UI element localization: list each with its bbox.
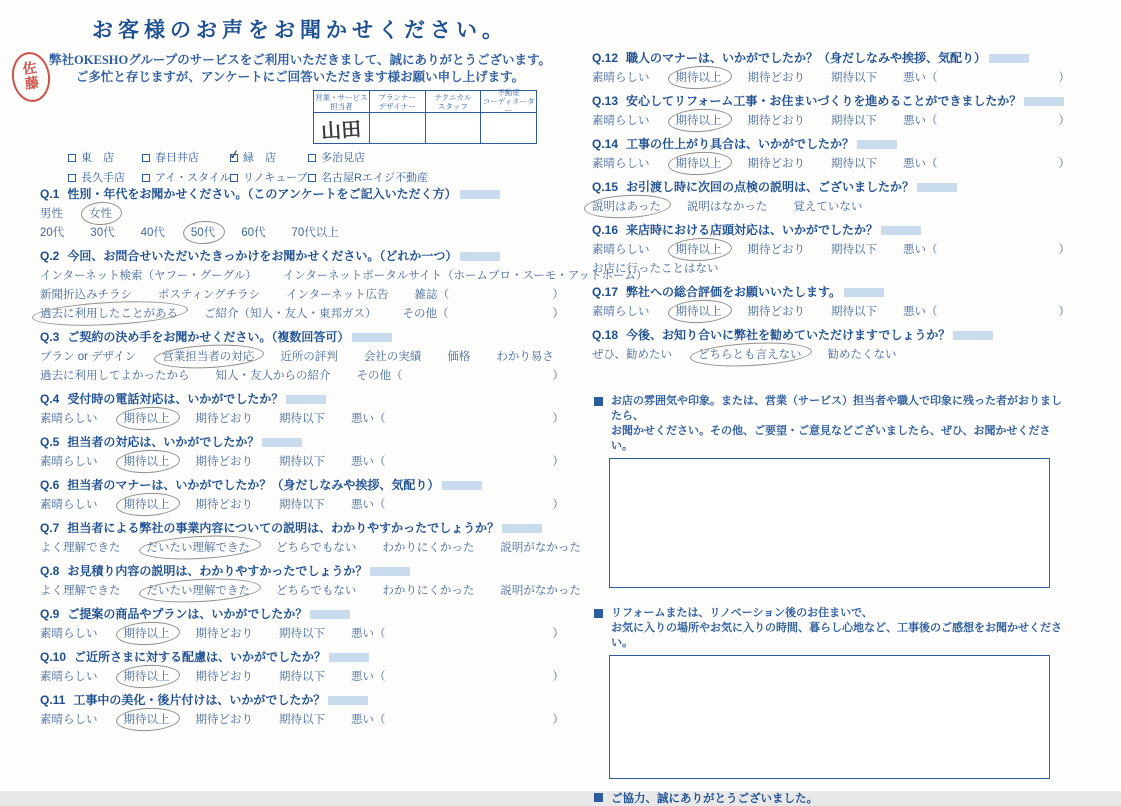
highlight-bar <box>442 481 482 490</box>
staff-column-header <box>314 91 369 113</box>
option-row <box>592 199 1070 216</box>
highlight-bar <box>953 331 993 340</box>
survey-option[interactable]: 期待どおり <box>747 244 805 256</box>
question-text: 性別・年代をお聞かせください。（このアンケートをご記入いただく方） <box>67 187 457 201</box>
survey-option[interactable]: ） <box>1058 306 1070 318</box>
survey-option[interactable]: 30代 <box>90 227 115 239</box>
survey-option[interactable]: ） <box>552 714 564 726</box>
option-row <box>40 497 564 514</box>
survey-option[interactable]: 期待どおり <box>195 671 253 683</box>
highlight-bar <box>310 610 350 619</box>
survey-option[interactable]: 価格 <box>447 351 471 363</box>
survey-option[interactable]: 悪い（ <box>903 306 938 318</box>
option-row <box>40 712 564 729</box>
staff-table-column <box>426 91 482 143</box>
store-label: 緑 店 <box>243 152 276 164</box>
question-text: 受付時の電話対応は、いかがでしたか？ <box>67 392 284 406</box>
survey-option[interactable]: ） <box>1058 244 1070 256</box>
square-bullet-icon <box>594 793 603 802</box>
comment-label <box>592 606 1070 651</box>
survey-option[interactable]: どちらでもない <box>276 585 357 597</box>
question-block-q-17 <box>592 284 1070 321</box>
survey-option[interactable]: 素晴らしい <box>40 499 98 511</box>
survey-option[interactable]: 悪い（ <box>903 158 938 170</box>
question-header <box>40 692 564 709</box>
survey-option[interactable]: 説明はなかった <box>686 201 768 213</box>
survey-option[interactable]: 期待以下 <box>279 628 325 640</box>
store-option[interactable] <box>308 149 538 165</box>
question-block-q-6 <box>40 477 564 514</box>
survey-option[interactable]: 悪い（ <box>351 456 386 468</box>
question-block-q-15 <box>592 179 1070 216</box>
right-question-list <box>592 50 1070 364</box>
survey-option[interactable]: 期待以下 <box>831 115 877 127</box>
question-block-q-3 <box>40 329 564 385</box>
square-bullet-icon <box>594 609 603 618</box>
option-circled[interactable]: 期待以上 <box>124 669 170 686</box>
survey-option[interactable]: インターネット広告 <box>286 289 389 301</box>
question-header <box>592 136 1070 153</box>
question-text: 担当者のマナーは、いかがでしたか？（身だしなみや挨拶、気配り） <box>67 478 440 492</box>
highlight-bar <box>328 696 368 705</box>
question-header <box>592 222 1070 239</box>
survey-option[interactable]: 悪い（ <box>351 628 386 640</box>
highlight-bar <box>502 524 542 533</box>
store-label: 多治見店 <box>321 152 365 164</box>
option-row <box>40 268 648 285</box>
survey-option[interactable]: ご紹介（知人・友人・東邦ガス） <box>204 308 377 320</box>
option-row <box>40 411 564 428</box>
square-bullet-icon <box>594 397 603 406</box>
question-number: Q.6 <box>40 478 60 492</box>
survey-option[interactable]: 期待以下 <box>279 499 325 511</box>
survey-option[interactable]: 覚えていない <box>793 201 863 213</box>
question-header <box>40 391 564 408</box>
survey-option[interactable]: ） <box>552 370 564 382</box>
survey-option[interactable]: 40代 <box>140 227 165 239</box>
question-number: Q.2 <box>40 249 60 263</box>
question-number: Q.17 <box>592 285 619 299</box>
checkbox-icon[interactable] <box>142 174 150 182</box>
survey-option[interactable]: 素晴らしい <box>592 115 650 127</box>
comment-label-text <box>611 394 1070 454</box>
question-block-q-10 <box>40 649 564 686</box>
survey-option[interactable]: 素晴らしい <box>592 158 650 170</box>
survey-option[interactable]: 期待どおり <box>195 413 253 425</box>
question-number: Q.12 <box>592 51 619 65</box>
question-number: Q.10 <box>40 650 67 664</box>
question-header <box>592 284 1070 301</box>
checkbox-icon[interactable] <box>227 146 242 163</box>
comment-label-line2: お聞かせください。その他、ご要望・ご意見などございましたら、ぜひ、お聞かせください。 <box>611 425 1051 452</box>
question-number: Q.4 <box>40 392 60 406</box>
option-circled[interactable]: 期待以上 <box>124 626 170 643</box>
survey-option[interactable]: 悪い（ <box>351 413 386 425</box>
page-title: お客様のお声をお聞かせください。 <box>92 19 508 42</box>
store-option[interactable] <box>227 146 308 165</box>
staff-name-cell[interactable] <box>314 113 369 143</box>
question-block-q-11 <box>40 692 564 729</box>
survey-option[interactable]: 期待以下 <box>279 456 325 468</box>
option-row <box>592 70 1070 87</box>
store-option[interactable] <box>68 169 142 185</box>
question-header <box>40 649 564 666</box>
question-header <box>592 50 1070 67</box>
option-circled[interactable]: 過去に利用したことがある <box>40 306 178 323</box>
survey-option[interactable]: ） <box>552 628 564 640</box>
option-row <box>592 242 1070 259</box>
option-circled[interactable]: 女性 <box>89 206 112 223</box>
question-block-q-13 <box>592 93 1070 130</box>
survey-option[interactable]: わかり易さ <box>496 351 554 363</box>
survey-option[interactable]: 70代以上 <box>291 227 339 239</box>
option-row <box>592 304 1070 321</box>
survey-option[interactable]: その他（ <box>402 308 449 320</box>
survey-option[interactable]: 期待以下 <box>279 671 325 683</box>
survey-option[interactable]: 素晴らしい <box>592 306 650 318</box>
survey-option[interactable]: 期待どおり <box>747 158 805 170</box>
question-block-q-8 <box>40 563 581 600</box>
option-row <box>40 583 581 600</box>
survey-option[interactable]: 過去に利用してよかったから <box>40 370 190 382</box>
survey-option[interactable]: ぜひ、勧めたい <box>592 349 673 361</box>
option-row <box>592 261 1070 278</box>
option-row <box>40 540 581 557</box>
option-row <box>40 349 564 366</box>
option-row <box>592 156 1070 173</box>
highlight-bar <box>857 140 897 149</box>
staff-name-cell[interactable] <box>370 113 425 143</box>
survey-option[interactable]: 20代 <box>40 227 65 239</box>
highlight-bar <box>844 288 884 297</box>
survey-option[interactable]: 素晴らしい <box>40 628 98 640</box>
thanks-text: ご協力、誠にありがとうございました。 <box>611 793 818 805</box>
highlight-bar <box>460 190 500 199</box>
survey-option[interactable]: 素晴らしい <box>40 671 98 683</box>
survey-option[interactable]: 説明がなかった <box>500 542 581 554</box>
store-label: リノキューブ <box>243 172 308 184</box>
survey-option[interactable]: 会社の実績 <box>363 351 422 363</box>
question-header <box>40 606 564 623</box>
option-circled[interactable]: 期待以上 <box>676 242 722 259</box>
option-row <box>40 368 564 385</box>
survey-option[interactable]: 悪い（ <box>903 244 938 256</box>
question-number: Q.1 <box>40 187 60 201</box>
survey-option[interactable]: 期待どおり <box>195 628 253 640</box>
survey-option[interactable]: 期待以下 <box>831 72 877 84</box>
comment-label-text <box>611 606 1070 651</box>
survey-option[interactable]: 素晴らしい <box>40 456 98 468</box>
survey-option[interactable]: 素晴らしい <box>592 244 650 256</box>
option-circled[interactable]: 期待以上 <box>124 497 170 514</box>
checkbox-icon[interactable] <box>142 154 150 162</box>
question-block-q-14 <box>592 136 1070 173</box>
highlight-bar <box>370 567 410 576</box>
highlight-bar <box>917 183 957 192</box>
question-block-q-18 <box>592 327 1070 364</box>
handwritten-name: 山田 <box>320 116 363 143</box>
staff-header-line1: テクニカル <box>434 92 472 102</box>
question-text: 担当者の対応は、いかがでしたか？ <box>67 435 260 449</box>
survey-option[interactable]: 期待どおり <box>747 115 805 127</box>
staff-column-header <box>481 88 536 115</box>
survey-option[interactable]: 新聞折込みチラシ <box>40 289 132 301</box>
survey-option[interactable]: ） <box>1058 115 1070 127</box>
store-option[interactable] <box>308 169 538 185</box>
store-checkbox-group <box>68 146 538 185</box>
option-row <box>40 454 564 471</box>
question-header <box>40 329 564 346</box>
question-number: Q.9 <box>40 607 60 621</box>
survey-option[interactable]: インターネットポータルサイト（ホームプロ・スーモ・アットホーム） <box>282 270 648 282</box>
survey-option[interactable]: 60代 <box>241 227 266 239</box>
staff-header-line1: 不動産 <box>497 88 520 97</box>
survey-option[interactable]: 説明がなかった <box>500 585 581 597</box>
comment-section-impressions <box>592 394 1070 588</box>
staff-name-cell[interactable] <box>481 113 536 143</box>
survey-option[interactable]: ） <box>552 308 564 320</box>
question-number: Q.11 <box>40 693 66 707</box>
option-circled[interactable]: 期待以上 <box>124 712 170 729</box>
option-row <box>40 626 564 643</box>
question-block-q-5 <box>40 434 564 471</box>
question-number: Q.15 <box>592 180 619 194</box>
question-text: 今後、お知り合いに弊社を勧めていただけますでしょうか？ <box>626 328 951 342</box>
question-block-q-4 <box>40 391 564 428</box>
question-text: 職人のマナーは、いかがでしたか？（身だしなみや挨拶、気配り） <box>626 51 987 65</box>
staff-header-line2: スタッフ <box>437 101 468 111</box>
option-row <box>592 347 1070 364</box>
question-header <box>592 327 1070 344</box>
highlight-bar <box>286 395 326 404</box>
survey-option[interactable]: よく理解できた <box>40 585 121 597</box>
store-label: 春日井店 <box>155 152 199 164</box>
question-header <box>40 248 564 265</box>
question-block-q-9 <box>40 606 564 643</box>
survey-option[interactable]: ） <box>552 413 564 425</box>
staff-header-line1: 営業・サービス <box>315 92 368 102</box>
question-text: ご提案の商品やプランは、いかがでしたか？ <box>67 607 308 621</box>
staff-column-header <box>426 91 481 113</box>
survey-option[interactable]: どちらでもない <box>276 542 357 554</box>
option-circled[interactable]: 期待以上 <box>124 454 170 471</box>
survey-option[interactable]: 雑誌（ <box>414 289 450 301</box>
survey-option[interactable]: 期待以下 <box>279 714 325 726</box>
option-row <box>40 206 564 223</box>
highlight-bar <box>1024 97 1064 106</box>
checkbox-icon[interactable] <box>230 174 238 182</box>
store-label: 東 店 <box>81 152 114 164</box>
comment-section-after-reform <box>592 606 1070 779</box>
survey-option[interactable]: 期待以下 <box>831 244 877 256</box>
option-circled[interactable]: 期待以上 <box>676 304 722 321</box>
option-circled[interactable]: どちらとも言えない <box>698 347 802 364</box>
question-number: Q.18 <box>592 328 619 342</box>
stamp-char-1: 佐 <box>21 61 38 78</box>
survey-option[interactable]: ） <box>1058 72 1070 84</box>
comment-box-impressions[interactable] <box>609 458 1050 588</box>
question-block-q-16 <box>592 222 1070 278</box>
staff-header-line2: 担当者 <box>330 101 353 111</box>
option-circled[interactable]: 期待以上 <box>676 156 722 173</box>
question-header <box>40 563 564 580</box>
question-header <box>40 186 564 203</box>
survey-option[interactable]: 勧めたくない <box>827 349 897 361</box>
option-circled[interactable]: 50代 <box>191 225 215 242</box>
option-row <box>40 306 564 323</box>
highlight-bar <box>262 438 302 447</box>
survey-option[interactable]: 素晴らしい <box>40 714 98 726</box>
survey-option[interactable]: ） <box>552 289 564 301</box>
question-text: 弊社への総合評価をお願いいたします。 <box>626 285 842 299</box>
staff-header-line2: デザイナー <box>378 101 416 111</box>
staff-table <box>313 90 537 144</box>
intro-text <box>40 52 560 86</box>
survey-option[interactable]: プラン or デザイン <box>40 351 137 363</box>
survey-option[interactable]: よく理解できた <box>40 542 121 554</box>
highlight-bar <box>460 252 500 261</box>
option-circled[interactable]: だいたい理解できた <box>147 583 251 600</box>
staff-table-column <box>481 88 536 143</box>
question-text: 安心してリフォーム工事・お住まいづくりを進めることができましたか？ <box>626 94 1022 108</box>
option-row <box>40 669 564 686</box>
staff-column-header <box>370 91 425 113</box>
survey-option[interactable]: 期待どおり <box>747 306 805 318</box>
survey-option[interactable]: ） <box>552 456 564 468</box>
comment-box-after-reform[interactable] <box>609 655 1050 779</box>
questions-column-right <box>592 50 1070 806</box>
survey-option[interactable]: ポスティングチラシ <box>158 289 261 301</box>
survey-option[interactable]: わかりにくかった <box>382 585 475 597</box>
survey-option[interactable]: 期待以下 <box>279 413 325 425</box>
store-option[interactable] <box>230 169 308 185</box>
option-circled[interactable]: 営業担当者の対応 <box>162 349 254 366</box>
survey-option[interactable]: 素晴らしい <box>40 413 98 425</box>
option-circled[interactable]: 期待以上 <box>676 70 722 87</box>
intro-line-2: ご多忙と存じますが、アンケートにご回答いただきます様お願い申し上げます。 <box>75 70 525 84</box>
option-row <box>592 113 1070 130</box>
intro-line-1: 弊社OKESHOグループのサービスをご利用いただきまして、誠にありがとうございます。 <box>49 53 551 67</box>
survey-option[interactable]: 期待どおり <box>195 714 253 726</box>
question-number: Q.16 <box>592 223 619 237</box>
checkbox-icon[interactable] <box>68 154 76 162</box>
question-header <box>592 93 1070 110</box>
comment-label-line1: お店の雰囲気や印象。または、営業（サービス）担当者や職人で印象に残った者がおりましたら、 <box>611 395 1062 422</box>
store-option[interactable] <box>142 149 230 165</box>
survey-option[interactable]: 素晴らしい <box>592 72 650 84</box>
question-block-q-1 <box>40 186 564 242</box>
survey-option[interactable]: 悪い（ <box>351 499 386 511</box>
survey-option[interactable]: 期待どおり <box>195 499 253 511</box>
highlight-bar <box>989 54 1029 63</box>
store-option[interactable] <box>142 169 230 185</box>
survey-option[interactable]: 期待以下 <box>831 306 877 318</box>
question-number: Q.13 <box>592 94 619 108</box>
option-row <box>40 287 564 304</box>
question-text: ご近所さまに対する配慮は、いかがでしたか？ <box>74 650 327 664</box>
store-label: 名古屋Rエイジ不動産 <box>321 172 428 184</box>
survey-option[interactable]: わかりにくかった <box>382 542 475 554</box>
survey-option[interactable]: 期待どおり <box>747 72 805 84</box>
question-header <box>40 520 564 537</box>
comment-label-line2: お気に入りの場所やお気に入りの時間、暮らし心地など、工事後のご感想をお聞かせください。 <box>611 622 1062 649</box>
question-header <box>40 477 564 494</box>
question-text: 工事中の美化・後片付けは、いかがでしたか？ <box>73 693 326 707</box>
survey-option[interactable]: 期待以下 <box>831 158 877 170</box>
comment-label-line1: リフォームまたは、リノベーション後のお住まいで、 <box>611 607 873 619</box>
store-label: アイ・スタイル <box>155 172 231 184</box>
survey-option[interactable]: ） <box>552 499 564 511</box>
staff-header-line1: プランナー <box>378 92 416 102</box>
question-header <box>592 179 1070 196</box>
survey-option[interactable]: インターネット検索（ヤフー・グーグル） <box>40 270 257 282</box>
question-text: 担当者による弊社の事業内容についての説明は、わかりやすかったでしょうか？ <box>67 521 500 535</box>
highlight-bar <box>352 333 392 342</box>
survey-option[interactable]: 悪い（ <box>351 714 386 726</box>
question-number: Q.14 <box>592 137 619 151</box>
comment-label <box>592 394 1070 454</box>
survey-option[interactable]: 近所の評判 <box>280 351 338 363</box>
survey-option[interactable]: 知人・友人からの紹介 <box>215 370 331 382</box>
option-row <box>40 225 564 242</box>
staff-table-column <box>370 91 426 143</box>
survey-option[interactable]: お店に行ったことはない <box>592 263 719 275</box>
question-text: お引渡し時に次回の点検の説明は、ございましたか？ <box>626 180 915 194</box>
question-number: Q.5 <box>40 435 60 449</box>
survey-option[interactable]: ） <box>552 671 564 683</box>
question-number: Q.8 <box>40 564 60 578</box>
stamp-char-2: 藤 <box>24 76 41 93</box>
option-circled[interactable]: 期待以上 <box>124 411 170 428</box>
thanks-line <box>592 790 1070 806</box>
option-circled[interactable]: 説明はあった <box>592 199 661 216</box>
question-text: お見積り内容の説明は、わかりやすかったでしょうか？ <box>67 564 368 578</box>
store-option[interactable] <box>68 149 142 165</box>
checkbox-icon[interactable] <box>308 154 316 162</box>
survey-option[interactable]: 男性 <box>40 208 63 220</box>
survey-option[interactable]: その他（ <box>356 370 403 382</box>
survey-option[interactable]: 悪い（ <box>903 72 938 84</box>
question-text: 工事の仕上がり具合は、いかがでしたか？ <box>626 137 855 151</box>
staff-table-column <box>314 91 370 143</box>
survey-option[interactable]: 期待どおり <box>195 456 253 468</box>
store-label: 長久手店 <box>81 172 125 184</box>
question-block-q-12 <box>592 50 1070 87</box>
highlight-bar <box>881 226 921 235</box>
survey-option[interactable]: ） <box>1058 158 1070 170</box>
question-number: Q.7 <box>40 521 60 535</box>
checkbox-icon[interactable] <box>68 174 76 182</box>
survey-option[interactable]: 悪い（ <box>351 671 386 683</box>
question-text: 来店時における店頭対応は、いかがでしたか？ <box>626 223 879 237</box>
question-block-q-7 <box>40 520 581 557</box>
checkbox-icon[interactable] <box>308 174 316 182</box>
staff-name-cell[interactable] <box>426 113 481 143</box>
question-text: 今回、お問合せいただいたきっかけをお聞かせください。（どれか一つ） <box>67 249 458 263</box>
survey-option[interactable]: 悪い（ <box>903 115 938 127</box>
question-text: ご契約の決め手をお聞かせください。（複数回答可） <box>67 330 350 344</box>
staff-header-line2: コーディネーター <box>482 97 535 115</box>
question-number: Q.3 <box>40 330 60 344</box>
handwritten-check-icon: ✓ <box>227 146 242 163</box>
highlight-bar <box>329 653 369 662</box>
question-header <box>40 434 564 451</box>
option-circled[interactable]: 期待以上 <box>676 113 722 130</box>
option-circled[interactable]: だいたい理解できた <box>147 540 251 557</box>
